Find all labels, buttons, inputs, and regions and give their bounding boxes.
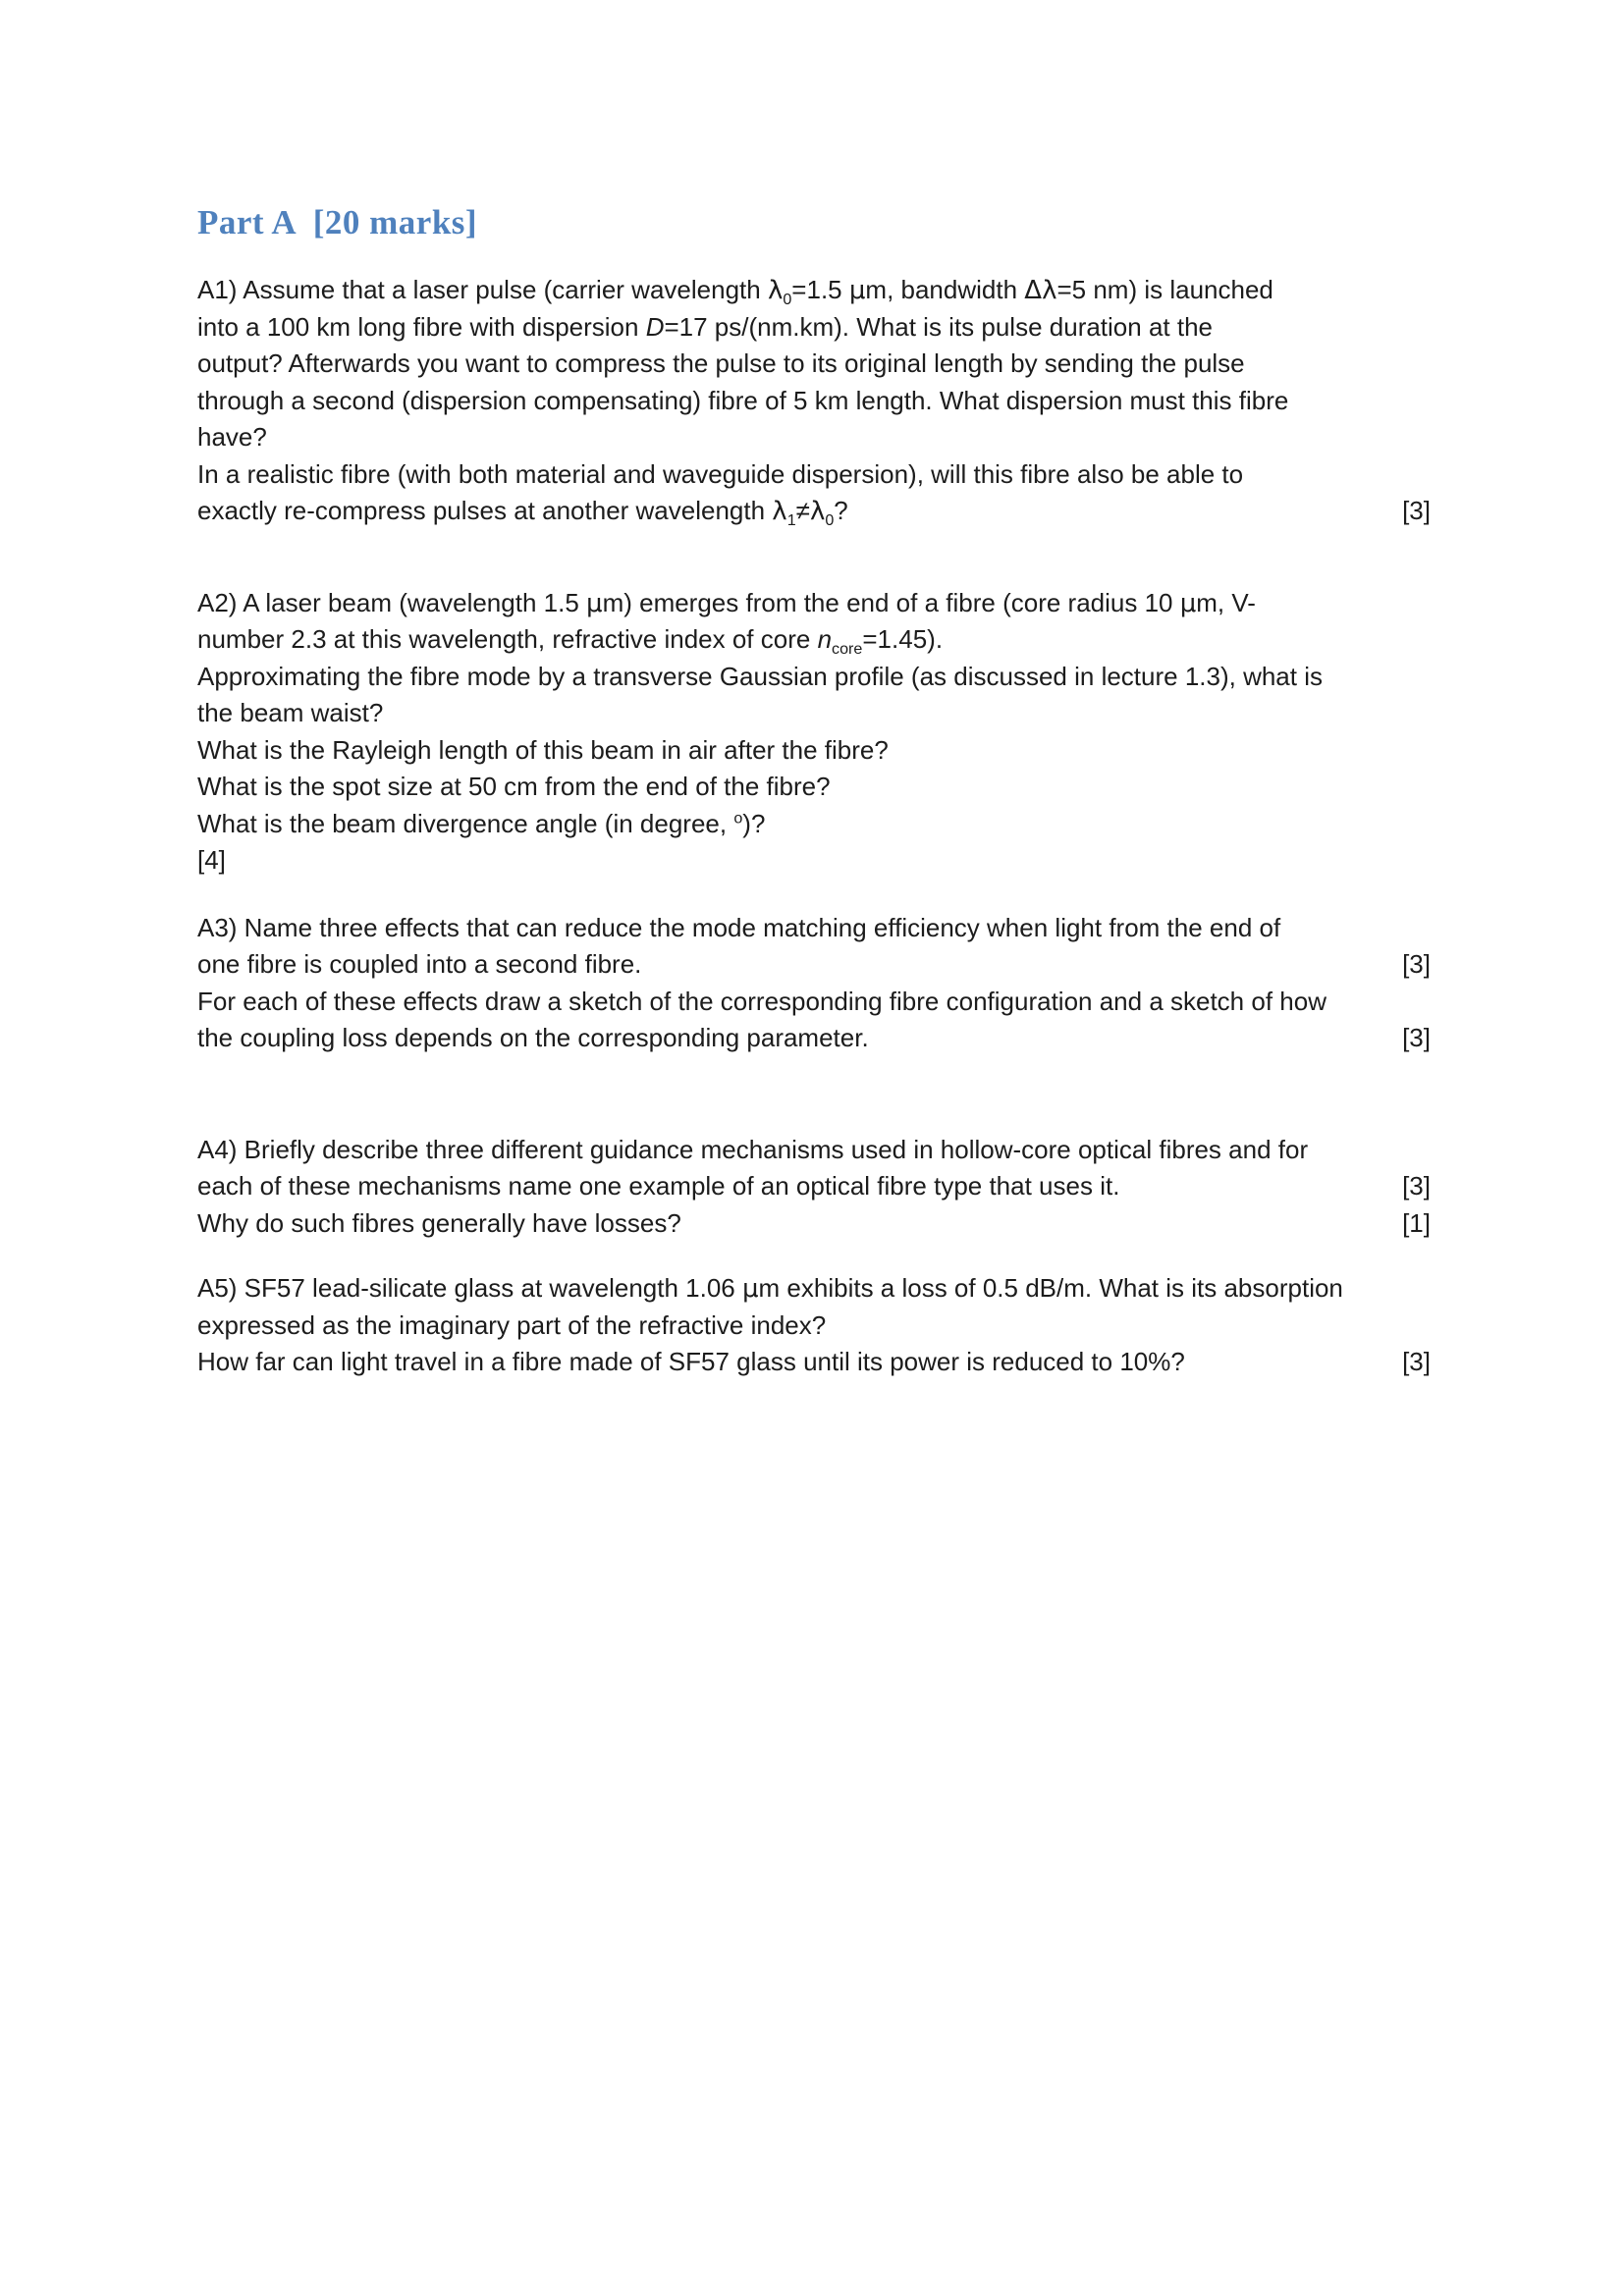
- question-line: [197, 419, 1431, 456]
- marks-badge: [3]: [1402, 1347, 1431, 1376]
- text-segment: core: [832, 640, 863, 659]
- line-text: [197, 1020, 869, 1057]
- text-segment: Why do such fibres generally have losses?: [197, 1207, 681, 1238]
- text-segment: through a second (dispersion compensating) fibre of 5 km length. What dispersion must this fibre: [197, 385, 1289, 415]
- text-segment: the beam waist?: [197, 698, 384, 727]
- text-segment: ≠: [795, 496, 810, 525]
- question-a5: [197, 1270, 1431, 1381]
- text-segment: one fibre is coupled into a second fibre.: [197, 949, 642, 979]
- line-text: [197, 910, 1280, 947]
- text-segment: each of these mechanisms name one example of an optical fibre type that uses it.: [197, 1171, 1120, 1201]
- question-line: [197, 1020, 1431, 1057]
- question-line: [197, 984, 1431, 1021]
- question-a4: [197, 1132, 1431, 1243]
- question-line: [197, 309, 1431, 347]
- text-segment: λ: [767, 276, 784, 305]
- text-segment: D: [645, 311, 665, 342]
- text-segment: Δλ: [1024, 276, 1057, 305]
- text-segment: 0: [825, 511, 835, 530]
- text-segment: into a 100 km long fibre with dispersion: [197, 311, 646, 342]
- text-segment: [4]: [197, 845, 226, 875]
- question-line: [197, 1270, 1431, 1308]
- line-text: [197, 621, 943, 659]
- text-segment: λ: [809, 497, 826, 526]
- question-line: [197, 946, 1431, 984]
- question-line: [197, 493, 1431, 530]
- question-a1: [197, 272, 1431, 530]
- text-segment: the coupling loss depends on the corresponding parameter.: [197, 1023, 869, 1052]
- text-segment: n: [817, 624, 833, 654]
- question-line: [197, 910, 1431, 947]
- text-segment: number 2.3 at this wavelength, refractive index of core: [197, 624, 818, 654]
- text-segment: o: [733, 808, 743, 827]
- text-segment: =1.45).: [862, 624, 944, 654]
- line-text: [197, 1168, 1119, 1205]
- line-text: [197, 984, 1326, 1021]
- question-line: [197, 769, 1431, 806]
- question-line: [197, 346, 1431, 383]
- text-segment: 1: [786, 511, 796, 530]
- line-text: [197, 695, 383, 732]
- question-line: [197, 1344, 1431, 1381]
- section-heading: Part A [20 marks]: [197, 203, 478, 241]
- line-text: [197, 1308, 826, 1345]
- line-text: [197, 419, 267, 456]
- text-segment: μ: [741, 1274, 759, 1304]
- text-segment: m exhibits a loss of 0.5 dB/m. What is its absorption: [758, 1273, 1343, 1303]
- text-segment: How far can light travel in a fibre made of SF57 glass until its power is reduced to 10%?: [197, 1347, 1185, 1376]
- text-segment: A5) SF57 lead-silicate glass at wavelength 1.06: [197, 1273, 742, 1303]
- text-segment: What is the spot size at 50 cm from the end of the fibre?: [197, 772, 831, 801]
- line-text: [197, 309, 1213, 347]
- question-a3: [197, 910, 1431, 1057]
- question-line: [197, 732, 1431, 770]
- question-line: [197, 659, 1431, 696]
- line-text: [197, 493, 848, 531]
- question-line: [197, 695, 1431, 732]
- text-segment: 0: [783, 291, 792, 309]
- text-segment: λ: [772, 497, 787, 526]
- question-line: [197, 1205, 1431, 1243]
- marks-badge: [3]: [1402, 1171, 1431, 1201]
- line-text: [197, 383, 1288, 420]
- question-line: [197, 806, 1431, 843]
- text-segment: m, V-: [1196, 587, 1256, 617]
- text-segment: μ: [1179, 588, 1197, 618]
- text-segment: ?: [834, 496, 848, 525]
- question-a2: [197, 585, 1431, 880]
- text-segment: What is the Rayleigh length of this beam in air after the fibre?: [197, 734, 889, 765]
- text-segment: =1.5: [791, 275, 849, 304]
- text-segment: have?: [197, 422, 267, 452]
- text-segment: Approximating the fibre mode by a transverse Gaussian profile (as discussed in lecture 1.3), what is: [197, 661, 1323, 691]
- line-text: [197, 732, 889, 770]
- text-segment: μ: [848, 276, 866, 305]
- text-segment: m, bandwidth: [865, 275, 1025, 304]
- text-segment: output? Afterwards you want to compress the pulse to its original length by sending the pulse: [197, 348, 1245, 378]
- text-segment: What is the beam divergence angle (in degree,: [197, 808, 734, 838]
- text-segment: )?: [742, 808, 766, 838]
- text-segment: A2) A laser beam (wavelength 1.5: [197, 587, 587, 617]
- line-text: [197, 272, 1273, 310]
- question-line: [197, 456, 1431, 494]
- question-line: [197, 1132, 1431, 1169]
- text-segment: For each of these effects draw a sketch of the corresponding fibre configuration and a sketch of how: [197, 986, 1326, 1016]
- text-segment: In a realistic fibre (with both material and waveguide dispersion), will this fibre also be able to: [197, 458, 1244, 489]
- text-segment: expressed as the imaginary part of the refractive index?: [197, 1309, 827, 1340]
- line-text: [197, 769, 831, 806]
- line-text: [197, 346, 1245, 383]
- marks-badge: [3]: [1402, 1023, 1431, 1052]
- text-segment: μ: [586, 588, 603, 618]
- questions-container: [197, 272, 1431, 1381]
- line-text: [197, 585, 1256, 623]
- marks-badge: [3]: [1402, 949, 1431, 979]
- line-text: [197, 842, 226, 880]
- text-segment: m) emerges from the end of a fibre (core radius 10: [602, 587, 1180, 617]
- question-line: [197, 842, 1431, 880]
- text-segment: exactly re-compress pulses at another wavelength: [197, 496, 773, 525]
- question-line: [197, 383, 1431, 420]
- question-line: [197, 1308, 1431, 1345]
- text-segment: A4) Briefly describe three different guidance mechanisms used in hollow-core optical fibres and for: [197, 1134, 1309, 1164]
- line-text: [197, 1132, 1308, 1169]
- question-line: [197, 1168, 1431, 1205]
- question-line: [197, 272, 1431, 309]
- marks-badge: [1]: [1402, 1207, 1431, 1238]
- line-text: [197, 946, 641, 984]
- text-segment: A3) Name three effects that can reduce the mode matching efficiency when light from the end of: [197, 912, 1281, 942]
- line-text: [197, 1270, 1343, 1308]
- line-text: [197, 1205, 681, 1243]
- line-text: [197, 659, 1323, 696]
- question-line: [197, 585, 1431, 622]
- marks-badge: [3]: [1402, 496, 1431, 525]
- line-text: [197, 806, 765, 843]
- line-text: [197, 1344, 1185, 1381]
- line-text: [197, 456, 1243, 494]
- text-segment: =17 ps/(nm.km). What is its pulse duration at the: [664, 311, 1214, 342]
- question-line: [197, 621, 1431, 659]
- text-segment: =5 nm) is launched: [1056, 275, 1273, 304]
- text-segment: A1) Assume that a laser pulse (carrier wavelength: [197, 275, 768, 304]
